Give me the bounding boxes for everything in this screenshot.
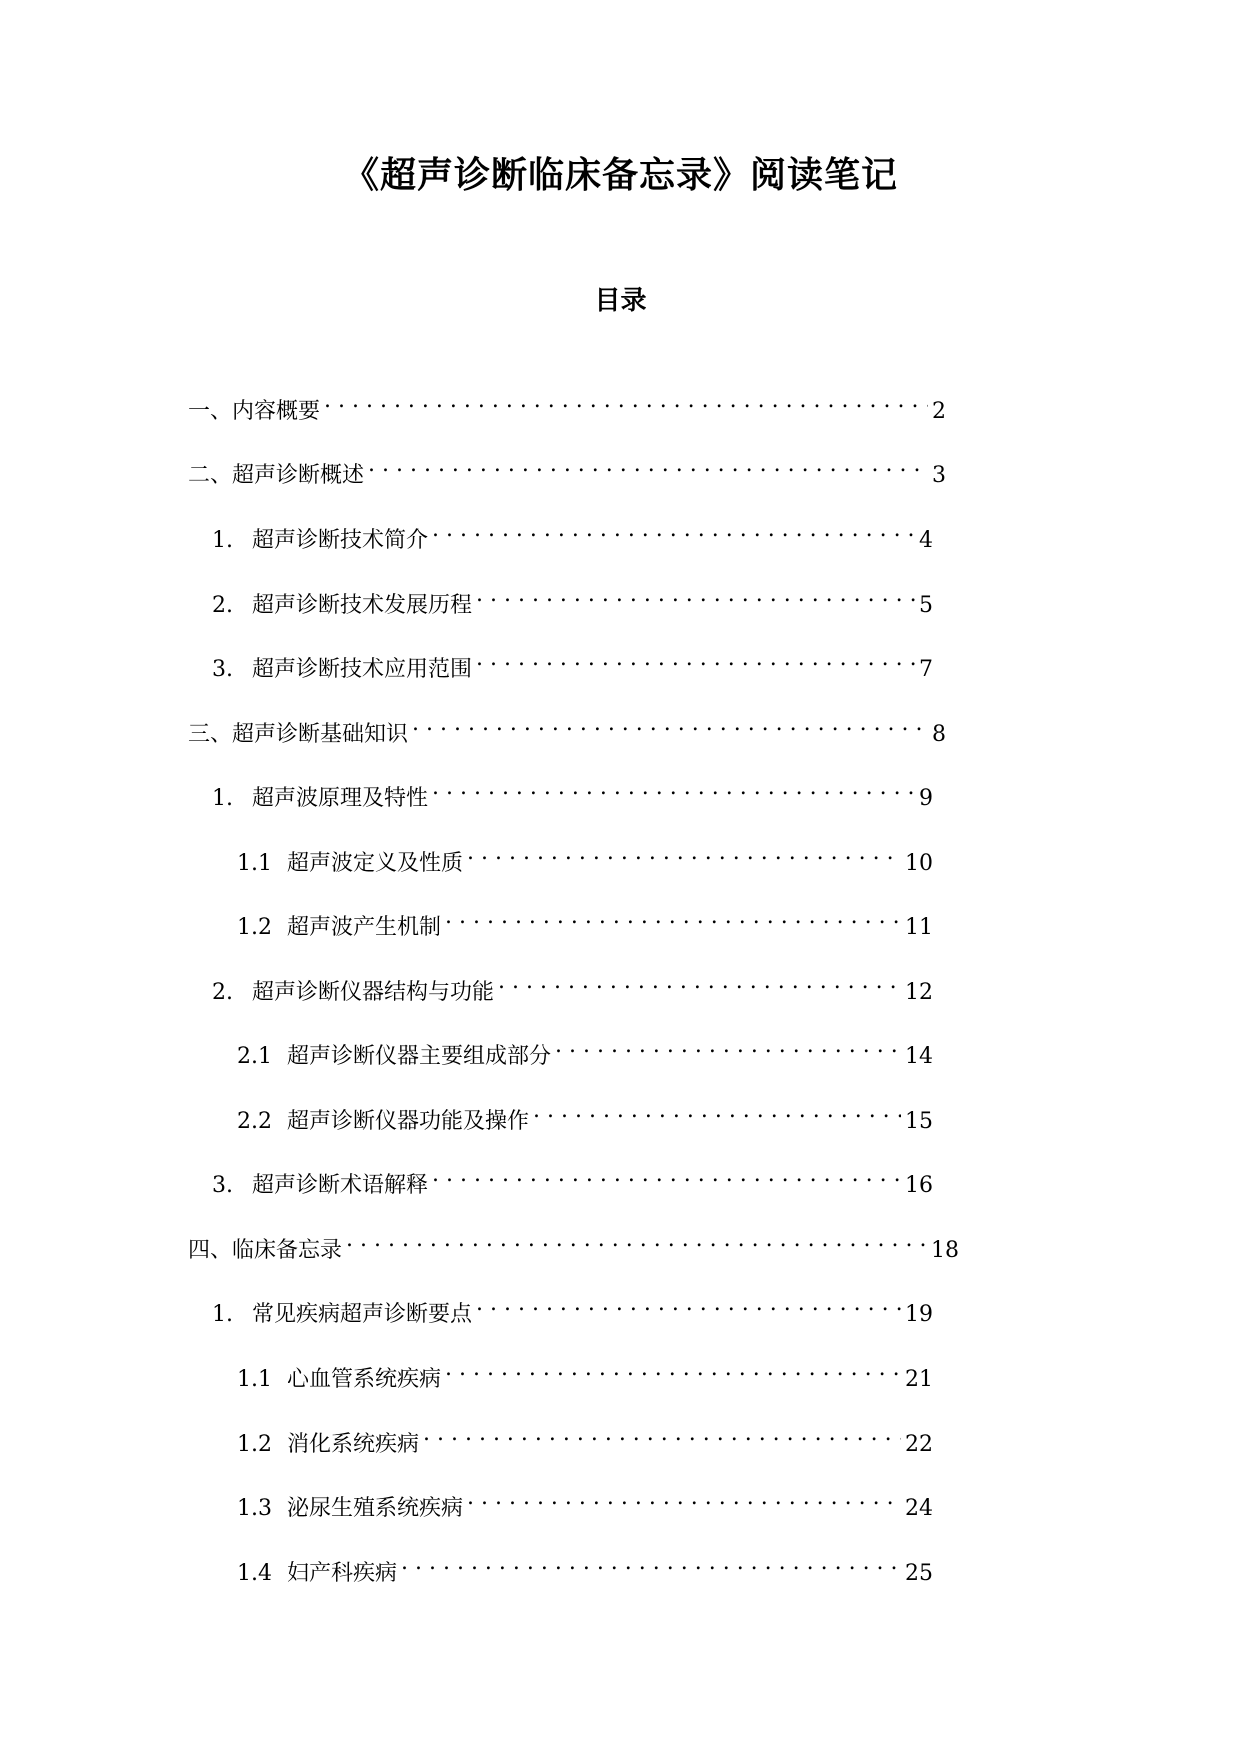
toc-entry[interactable] [212,642,933,682]
toc-entry[interactable] [188,1223,959,1263]
toc-entry-title: 一、内容概要 [188,399,321,424]
toc-leader-dots [432,513,915,547]
toc-entry-number: 1. [212,528,233,553]
toc-entry-page: 8 [932,722,946,747]
toc-leader-dots [432,1158,901,1192]
toc-entry[interactable] [237,1417,933,1457]
toc-entry-page: 12 [905,980,933,1005]
toc-leader-dots [533,1094,901,1128]
toc-leader-dots [476,1287,901,1321]
toc-entry[interactable] [212,1287,933,1327]
toc-entry[interactable] [237,836,933,876]
toc-entry-number: 1. [212,1302,233,1327]
toc-entry-number: 1.1 [237,851,272,876]
toc-leader-dots [445,1352,901,1386]
page-title: 《超声诊断临床备忘录》阅读笔记 [342,155,898,196]
toc-leader-dots [555,1029,901,1063]
toc-entry[interactable] [212,965,933,1005]
toc-leader-dots [412,707,928,741]
toc-entry-page: 4 [919,528,933,553]
toc-entry-title: 超声波原理及特性 [252,786,429,811]
toc-heading: 目录 [594,286,647,316]
toc-entry-title: 超声波产生机制 [287,915,442,940]
toc-entry-page: 14 [905,1044,933,1069]
toc-entry-page: 11 [905,915,933,940]
toc-entry-title: 超声诊断技术发展历程 [252,593,473,618]
toc-entry-title: 泌尿生殖系统疾病 [287,1496,464,1521]
toc-entry[interactable] [237,1094,933,1134]
toc-entry-title: 二、超声诊断概述 [188,463,365,488]
toc-entry-title: 超声诊断仪器功能及操作 [287,1109,530,1134]
toc-entry[interactable] [237,1352,933,1392]
toc-entry-number: 1. [212,786,233,811]
toc-entry-title: 消化系统疾病 [287,1432,420,1457]
toc-leader-dots [476,578,915,612]
toc-entry-page: 10 [905,851,933,876]
toc-entry[interactable] [188,384,946,424]
toc-entry-number: 3. [212,657,233,682]
toc-leader-dots [467,1481,901,1515]
toc-leader-dots [368,448,928,482]
toc-leader-dots [498,965,901,999]
toc-entry-page: 3 [932,463,946,488]
toc-entry-page: 15 [905,1109,933,1134]
toc-leader-dots [467,836,901,870]
toc-entry-number: 1.2 [237,915,272,940]
toc-entry[interactable] [188,707,946,747]
toc-entry-number: 3. [212,1173,233,1198]
toc-entry-title: 三、超声诊断基础知识 [188,722,409,747]
toc-entry-title: 超声诊断术语解释 [252,1173,429,1198]
toc-entry-number: 2. [212,980,233,1005]
toc-entry-title: 常见疾病超声诊断要点 [252,1302,473,1327]
toc-leader-dots [346,1223,927,1257]
toc-entry-number: 1.3 [237,1496,272,1521]
toc-entry-page: 24 [905,1496,933,1521]
toc-entry[interactable] [237,1481,933,1521]
toc-leader-dots [324,384,928,418]
toc-leader-dots [423,1417,901,1451]
toc-leader-dots [445,900,901,934]
toc-entry-page: 22 [905,1432,933,1457]
toc-entry-title: 超声诊断技术应用范围 [252,657,473,682]
toc-entry[interactable] [237,1546,933,1586]
toc-entry-title: 超声诊断仪器结构与功能 [252,980,495,1005]
toc-entry[interactable] [188,448,946,488]
toc-entry-title: 超声诊断仪器主要组成部分 [287,1044,552,1069]
toc-entry[interactable] [212,513,933,553]
toc-entry-page: 18 [931,1238,959,1263]
toc-entry-number: 2. [212,593,233,618]
toc-entry-page: 25 [905,1561,933,1586]
toc-entry[interactable] [212,771,933,811]
toc-entry-page: 21 [905,1367,933,1392]
toc-entry-page: 9 [919,786,933,811]
toc-entry-number: 1.2 [237,1432,272,1457]
toc-entry[interactable] [237,1029,933,1069]
toc-entry-page: 2 [932,399,946,424]
toc-entry-title: 心血管系统疾病 [287,1367,442,1392]
toc-entry-number: 1.4 [237,1561,272,1586]
toc-leader-dots [432,771,915,805]
toc-entry-title: 妇产科疾病 [287,1561,398,1586]
toc-leader-dots [476,642,915,676]
toc-entry-number: 2.1 [237,1044,272,1069]
toc-entry-title: 四、临床备忘录 [188,1238,343,1263]
toc-entry-page: 19 [905,1302,933,1327]
toc-entry-page: 16 [905,1173,933,1198]
toc-entry-page: 7 [919,657,933,682]
toc-entry-page: 5 [919,593,933,618]
toc-entry-title: 超声诊断技术简介 [252,528,429,553]
toc-entry-number: 2.2 [237,1109,272,1134]
toc-entry[interactable] [237,900,933,940]
toc-entry[interactable] [212,1158,933,1198]
toc-entry-title: 超声波定义及性质 [287,851,464,876]
toc-leader-dots [401,1546,901,1580]
toc-entry[interactable] [212,578,933,618]
toc-entry-number: 1.1 [237,1367,272,1392]
